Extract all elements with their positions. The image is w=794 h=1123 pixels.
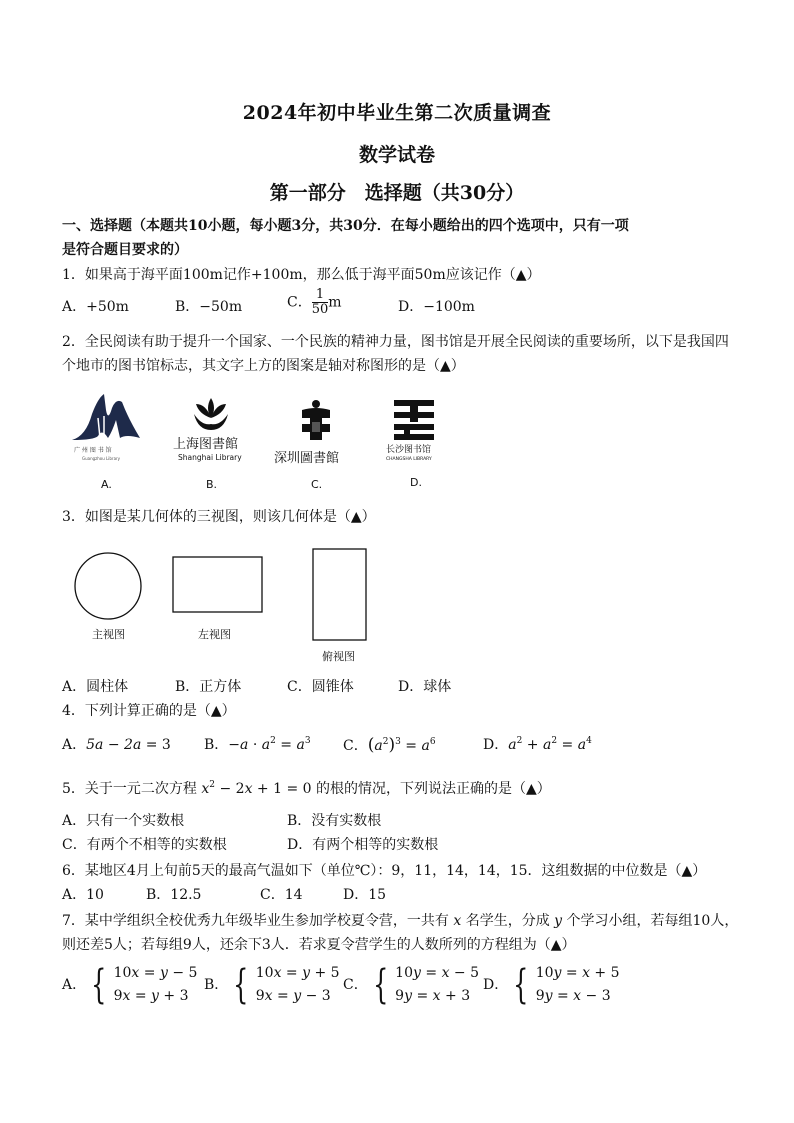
q6-option-b: B．12.5 xyxy=(146,887,202,903)
q7-option-c: C． { 10y = x − 5 9y = x + 3 xyxy=(343,962,480,1008)
q1-fraction-den: 50 xyxy=(311,302,329,317)
q7-line2: 则还差5人；若每组9人，还余下3人．若求夏令营学生的人数所列的方程组为（▲） xyxy=(62,937,576,953)
q1-fraction xyxy=(312,288,329,317)
q5-option-c: C．有两个不相等的实数根 xyxy=(62,837,227,853)
q2-line1: 2．全民阅读有助于提升一个国家、一个民族的精神力量，图书馆是开展全民阅读的重要场所，以下是我国四 xyxy=(62,334,729,350)
q1-option-b: B．−50m xyxy=(175,299,243,315)
q1-option-a: A．+50m xyxy=(62,299,129,315)
q6-stem: 6．某地区4月上旬前5天的最高气温如下（单位℃）：9，11，14，14，15．这组数据的中位数是（▲） xyxy=(62,863,707,879)
guangzhou-logo-sub: Guangzhou Library xyxy=(82,456,121,461)
q4-option-d: D．$a^2 + a^2 = a^4$ xyxy=(483,736,592,753)
part-title: 第一部分 选择题（共30分） xyxy=(269,182,525,204)
q7-option-d: D． { 10y = x + 5 9y = x − 3 xyxy=(483,962,620,1008)
exam-subject: 数学试卷 xyxy=(358,144,435,166)
q2-option-c-label: C. xyxy=(311,478,323,491)
q7-line1-b: 名学生，分成 xyxy=(465,913,550,929)
changsha-logo-text: 长沙图书馆 xyxy=(386,445,432,455)
q3-stem: 3．如图是某几何体的三视图，则该几何体是（▲） xyxy=(62,509,376,525)
section-instructions-line1: 一、选择题（本题共10小题，每小题3分，共30分．在每小题给出的四个选项中，只有一项 xyxy=(62,218,629,234)
q7-option-a: A． { 10x = y − 5 9x = y + 3 xyxy=(62,962,198,1008)
front-view-label: 主视图 xyxy=(92,628,125,641)
top-view-rectangle xyxy=(312,548,368,642)
q1-stem: 1．如果高于海平面100m记作+100m，那么低于海平面50m应该记作（▲） xyxy=(62,267,541,283)
top-view-label: 俯视图 xyxy=(322,650,355,663)
q4-stem: 4．下列计算正确的是（▲） xyxy=(62,703,236,719)
q5-option-a: A．只有一个实数根 xyxy=(62,813,185,829)
shenzhen-logo-text: 深圳圖書館 xyxy=(274,451,340,466)
q3-option-b: B．正方体 xyxy=(175,679,242,695)
q1-option-d: D．−100m xyxy=(398,299,475,315)
changsha-library-logo xyxy=(382,394,446,466)
q7-option-d-label: D． xyxy=(483,977,509,993)
q2-option-b-label: B. xyxy=(206,478,218,491)
q4-option-b: B．$-a \cdot a^2 = a^3$ xyxy=(204,736,311,753)
q5-option-d: D．有两个相等的实数根 xyxy=(287,837,439,853)
q4-option-a: A．5a − 2a = 3 xyxy=(62,737,171,753)
q4-option-c: C．$(a^2)^3 = a^6$ xyxy=(343,735,436,755)
shanghai-logo-sub: Shanghai Library xyxy=(178,453,242,462)
q6-option-a: A．10 xyxy=(62,887,104,903)
front-view-circle xyxy=(72,550,144,622)
section-instructions-line2: 是符合题目要求的） xyxy=(62,242,188,258)
q7-option-c-label: C． xyxy=(343,977,368,993)
q3-option-d: D．球体 xyxy=(398,679,452,695)
q7-line1-a: 7．某中学组织全校优秀九年级毕业生参加学校夏令营，一共有 xyxy=(62,913,449,929)
q2-line2: 个地市的图书馆标志，其文字上方的图案是轴对称图形的是（▲） xyxy=(62,358,465,374)
q5-option-b: B．没有实数根 xyxy=(287,813,382,829)
guangzhou-library-logo xyxy=(68,388,144,468)
q2-option-d-label: D. xyxy=(410,476,422,489)
q1-option-c-unit: m xyxy=(328,294,342,311)
q5-stem-suffix: 的根的情况，下列说法正确的是（▲） xyxy=(316,781,551,797)
q7-option-a-label: A． xyxy=(62,977,87,993)
exam-title: 2024年初中毕业生第二次质量调查 xyxy=(242,102,552,124)
changsha-logo-sub: CHANGSHA LIBRARY xyxy=(386,457,432,462)
q7-line1-c: 个学习小组，若每组10人， xyxy=(566,913,739,929)
q1-fraction-num: 1 xyxy=(312,288,329,303)
q3-option-a: A．圆柱体 xyxy=(62,679,129,695)
q2-option-a-label: A. xyxy=(101,478,112,491)
q5-stem-prefix: 5．关于一元二次方程 xyxy=(62,781,197,797)
q1-option-c xyxy=(287,288,342,317)
q1-option-c-label: C． xyxy=(287,294,312,311)
shanghai-library-logo xyxy=(168,392,254,468)
q7-line1: 7．某中学组织全校优秀九年级毕业生参加学校夏令营，一共有 x 名学生，分成 y 个学习小组，若每组10人， xyxy=(62,913,739,929)
side-view-rectangle xyxy=(172,556,264,614)
q6-option-d: D．15 xyxy=(343,887,387,903)
guangzhou-logo-text: 广 州 图 书 馆 xyxy=(74,447,112,454)
shenzhen-library-logo xyxy=(270,396,362,470)
side-view-label: 左视图 xyxy=(198,628,231,641)
q6-option-c: C．14 xyxy=(260,887,303,903)
shanghai-logo-text: 上海图書館 xyxy=(173,437,239,452)
q5-stem: 5．关于一元二次方程 $x^2 - 2x + 1 = 0$ 的根的情况，下列说法正确的是（▲） xyxy=(62,780,551,797)
q7-option-b: B． { 10x = y + 5 9x = y − 3 xyxy=(204,962,340,1008)
q7-option-b-label: B． xyxy=(204,977,229,993)
q3-option-c: C．圆锥体 xyxy=(287,679,354,695)
